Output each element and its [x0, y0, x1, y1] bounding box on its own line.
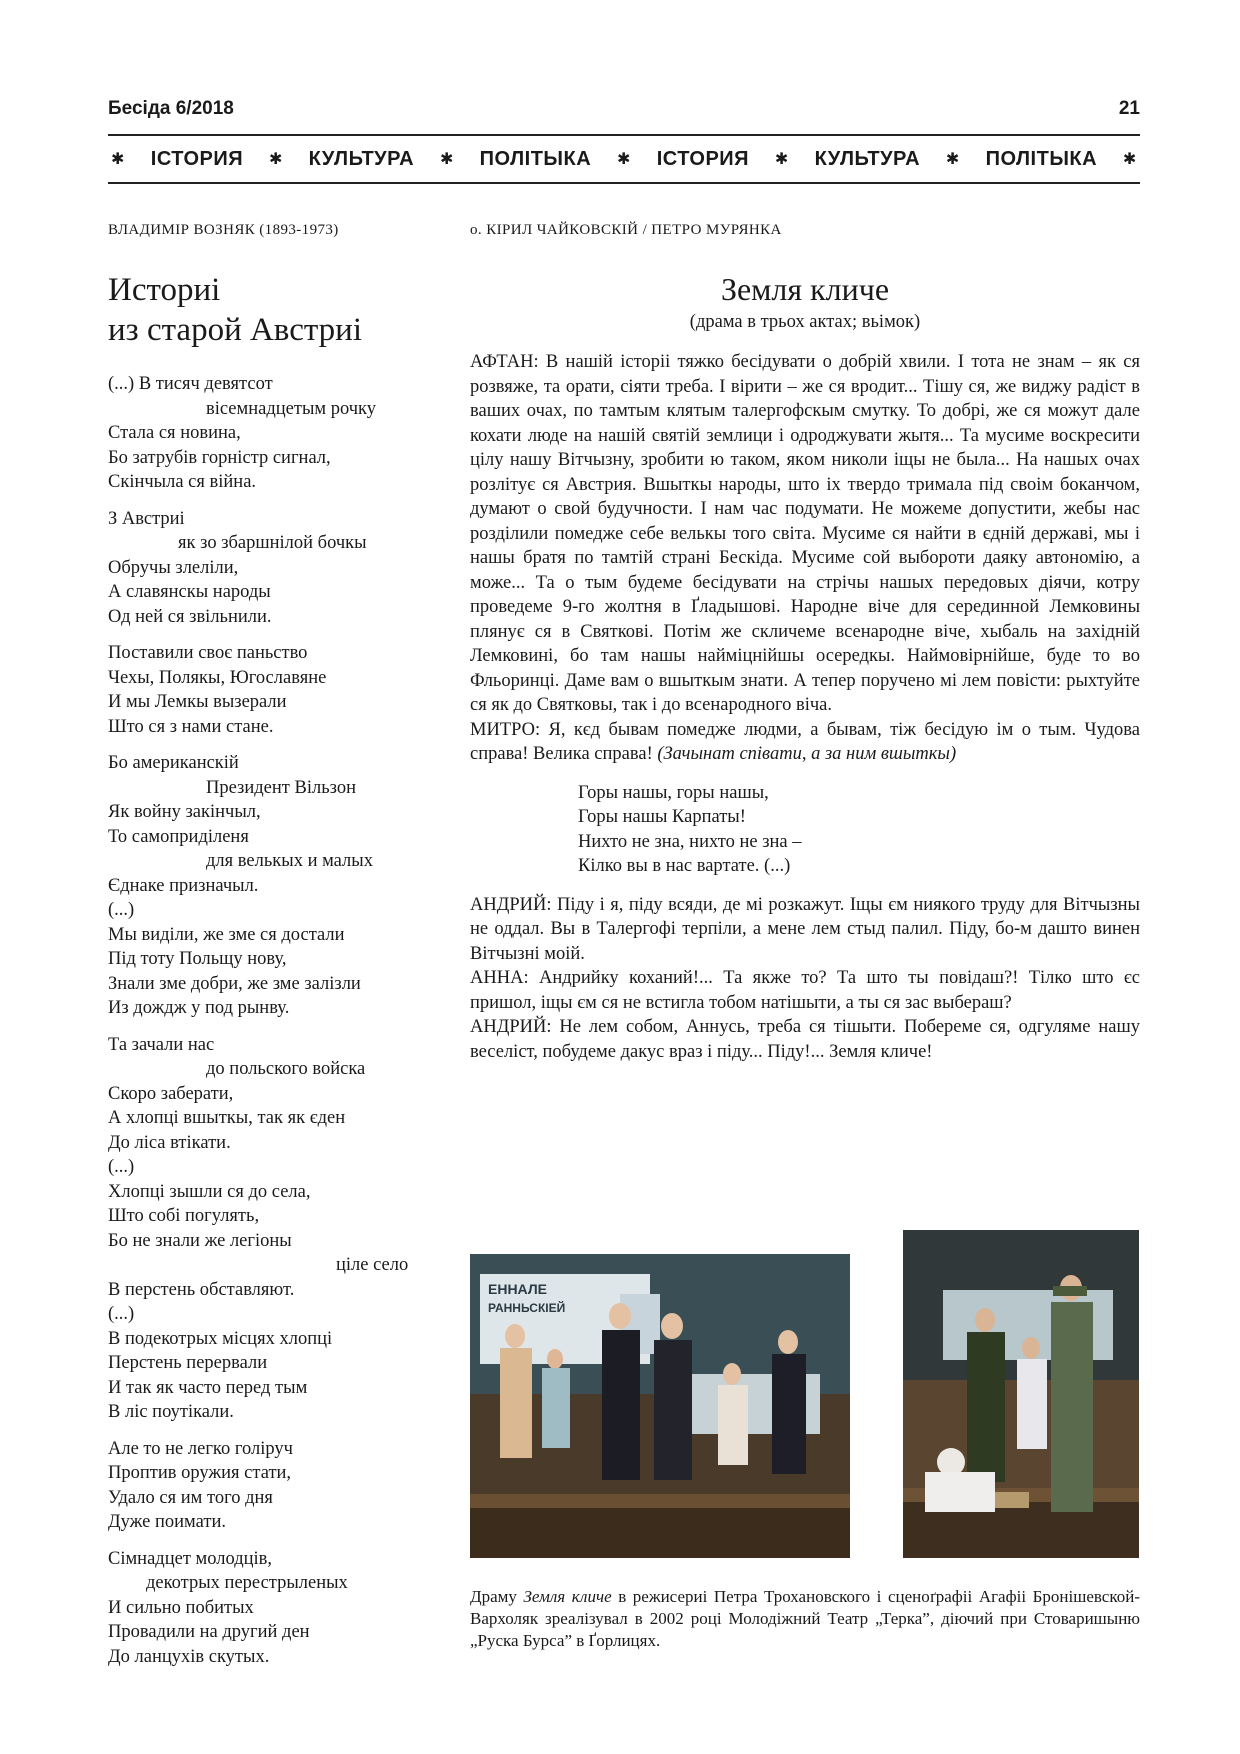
publication-title: Бесіда 6/2018 — [108, 98, 234, 119]
dialogue-paragraph — [470, 718, 1140, 767]
poem-line: як зо збаршнілой бочкы — [178, 533, 367, 553]
poem-line: Як войну закінчыл, — [108, 802, 261, 822]
drama-authors: о. КІРИЛ ЧАЙКОВСКІЙ / ПЕТРО МУРЯНКА — [470, 222, 782, 238]
poem-line: А славянскы народы — [108, 582, 271, 602]
section-banner — [108, 142, 1140, 176]
poem-line: Сімнадцет молодців, — [108, 1548, 273, 1569]
ornament-icon: ✱ — [268, 151, 283, 168]
poem-line: В перстень обставляют. — [108, 1279, 295, 1300]
dialogue-paragraph: АНДРИЙ: Не лем собом, Аннусь, треба ся тішыти. Побереме ся, одгуляме нашу веселіст, побудеме дакус враз і піду... Піду!... Земля кличе! — [470, 1017, 1140, 1062]
song-lyrics — [578, 781, 1140, 879]
poem-line: И так як часто перед тым — [108, 1377, 308, 1398]
poem-line: до польского войска — [206, 1059, 366, 1079]
ornament-icon: ✱ — [439, 151, 454, 168]
ornament-icon: ✱ — [1122, 151, 1137, 168]
poem-line: вісемнадцетым рочку — [206, 398, 377, 419]
poem-line: Хлопці зышли ся до села, — [108, 1181, 311, 1202]
theatre-scene-photo — [903, 1230, 1139, 1558]
dialogue-paragraph: АФТАН: В нашій історіі тяжко бесідувати о добрій хвили. І тота не знам – як ся розвяже, та орати, сіяти треба. І вірити – же ся вродит... Тішу ся, же виджу радіст в ваших очах, по тамтым клятым талергофскым смутку. То добрі, же ся можут далe кохати люде на нашій святій землици і одроджувати жытя... Та мусиме воскресити цілу нашу Вітчызну, зробити ю таком, якoм николи іщы не была... На нашых очах розлітує ся Австрия. Вшыткы народы, што іх твердо тримала під своім боканчом, думают о свой будучности. І нам час подумати. Не можеме допустити, жебы нас розділили помедже себе велькы того світа. Мусиме ся найти в єдній державі, мы і нашы братя по тамтій страні Бескіда. Мусиме сой выбороти даяку автономію, а може... Та о тым будеме бесідувати на стрічы нашых передовых діячи, котру проведеме 9-го жолтня в Ґладышові. Народне віче для серединной Лемковины плянує ся в Святкові. Потім же скличеме всенародне віче, хыбаль на західній Лемковині, бо там нашы найміцнійшы осередкы. Наймовірнійше, буде то во Фльоринці. Даме вам о вшыткым знати. А тепер поручено мі лем повісти: рыхтуйте ся як до Святковы, так і до всенародного віча. — [470, 352, 1140, 715]
poem-line: Бо затрубів горністр сигнал, — [108, 447, 331, 468]
poem-line: И сильно побитых — [108, 1597, 254, 1618]
dialogue-paragraph: АННА: Андрийку коханий!... Та якже то? Та што ты повідаш?! Тілко што єс пришол, іщы єм ся не встигла тобом натішыти, а ты ся зас выбераш? — [470, 968, 1140, 1013]
dialogue-paragraph: АНДРИЙ: Піду і я, піду всяди, де мі розкажут. Іщы єм ниякого труду для Вітчызны не оддал. Вы в Талергофі терпіли, а мене лем стыд палил. Піду, бо-м дашто винен Вітчызні моій. — [470, 894, 1140, 964]
dialogue-text: МИТРО: Я, кєд бывам помедже людми, а бывам, тіж бесідую ім о тым. Чудова справа! Велика справа! — [470, 719, 1140, 764]
song-line: Кілко вы в нас вартате. (...) — [578, 856, 791, 876]
poem-line: Єднаке призначыл. — [108, 875, 259, 896]
poem-line: До ланцухів скутых. — [108, 1646, 270, 1667]
poem-line: Проптив оружия стати, — [108, 1463, 292, 1483]
poem-stanza — [108, 641, 448, 739]
poem-line: Бо американскій — [108, 753, 239, 773]
caption-text: Драму — [470, 1587, 524, 1606]
caption-play-title: Земля кличе — [523, 1587, 612, 1606]
poem-stanza — [108, 1547, 448, 1670]
poem-line: Скінчыла ся війна. — [108, 472, 257, 492]
poem-stanza — [108, 751, 448, 1021]
poem-line: Обручы злеліли, — [108, 557, 239, 578]
banner-item-culture: КУЛЬТУРА — [308, 147, 415, 170]
poem-line: ціле село — [336, 1255, 409, 1275]
theatre-stage-photo — [470, 1254, 850, 1558]
banner-item-culture: КУЛЬТУРА — [814, 147, 921, 170]
poem-line: В ліс поутікали. — [108, 1402, 234, 1422]
poem-line: для велькых и малых — [206, 851, 373, 871]
poem-line: А хлопці вшыткы, так як єден — [108, 1108, 346, 1128]
poem-body — [108, 372, 448, 1669]
poem-stanza — [108, 1033, 448, 1425]
poem-line: Од ней ся звільнили. — [108, 606, 272, 627]
banner-item-politics: ПОЛІТЫКА — [479, 147, 592, 170]
ornament-icon: ✱ — [616, 151, 631, 168]
stage-banner-text: РАННЬСКІЕЙ — [488, 1301, 566, 1315]
poem-line: Скоро заберати, — [108, 1083, 234, 1104]
poem-author: ВЛАДИМІР ВОЗНЯК (1893-1973) — [108, 222, 339, 238]
poem-line: (...) В тисяч девятсот — [108, 374, 273, 394]
poem-line: Перстень перервали — [108, 1353, 268, 1373]
poem-line: Знали зме добри, же зме залізли — [108, 973, 361, 994]
poem-line: З Австриі — [108, 508, 185, 529]
left-column-poem — [108, 218, 448, 1681]
poem-line: Из дождж у под рынву. — [108, 998, 290, 1018]
poem-line: Під тоту Польщу нову, — [108, 949, 287, 969]
poem-line: До ліса втікати. — [108, 1132, 231, 1153]
ornament-icon: ✱ — [111, 151, 125, 168]
poem-line: (...) — [108, 1157, 135, 1177]
drama-title: Земля кличе — [720, 271, 890, 307]
poem-line: В подекотрых місцях хлопці — [108, 1328, 333, 1349]
poem-line: Але то не легко голіруч — [108, 1438, 293, 1459]
poem-stanza — [108, 1437, 448, 1535]
song-line: Горы нашы Карпаты! — [578, 807, 746, 827]
poem-line: Чехы, Полякы, Югославяне — [108, 667, 327, 688]
ornament-icon: ✱ — [945, 151, 960, 168]
poem-line: И мы Лемкы вызерали — [108, 692, 287, 712]
poem-line: Бо не знали же легіоны — [108, 1230, 292, 1251]
song-line: Горы нашы, горы нашы, — [578, 782, 769, 803]
page-header — [108, 98, 1140, 124]
poem-line: Стала ся новина, — [108, 423, 241, 443]
poem-stanza — [108, 372, 448, 495]
poem-line: Што собі погулять, — [108, 1206, 260, 1226]
drama-subtitle: (драма в трьох актах; вьімок) — [689, 312, 921, 332]
poem-title-line: из старой Австриі — [108, 312, 362, 348]
poem-line: Поставили своє паньство — [108, 643, 308, 663]
banner-item-politics: ПОЛІТЫКА — [985, 147, 1098, 170]
header-rule-top — [108, 134, 1140, 136]
poem-line: декотрых перестрыленых — [146, 1573, 348, 1593]
drama-text — [470, 350, 1140, 767]
poem-title — [108, 270, 448, 350]
poem-line: (...) — [108, 900, 135, 920]
page-number: 21 — [1118, 98, 1140, 119]
poem-stanza — [108, 507, 448, 630]
stage-banner-text: ЕННАЛЕ — [488, 1281, 548, 1297]
caption-text: в режисериі Петра Трохановского і сценоґрафіі Агафіі Бронішевской-Вархоляк зреалізувал в 2002 році Молодіжний Театр „Терка”, діючий при Стоваришыню „Руска Бурса” в Ґорлицях. — [470, 1587, 1140, 1650]
poem-line: То самоприділеня — [108, 826, 249, 847]
header-rule-bottom — [108, 182, 1140, 184]
photo-caption — [470, 1586, 1140, 1652]
song-line: Нихто не зна, нихто не зна – — [578, 831, 802, 852]
drama-text-continued — [470, 893, 1140, 1065]
poem-line: Та зачали нас — [108, 1034, 215, 1055]
poem-line: Удало ся им того дня — [108, 1487, 273, 1508]
poem-line: Провадили на другий ден — [108, 1622, 310, 1642]
stage-scene-illustration — [470, 1254, 850, 1558]
banner-item-history: ІСТОРИЯ — [656, 147, 750, 170]
poem-line: Мы виділи, же зме ся достали — [108, 924, 345, 945]
stage-direction: (Зачынат співати, а за ним вшыткы) — [657, 744, 957, 764]
poem-line: Дуже поимати. — [108, 1512, 226, 1532]
poem-line: Президент Вільзон — [206, 777, 356, 798]
poem-line: (...) — [108, 1304, 135, 1324]
poem-title-line: Историі — [108, 272, 221, 308]
right-column-drama — [470, 218, 1140, 1064]
ornament-icon: ✱ — [774, 151, 789, 168]
banner-item-history: ІСТОРИЯ — [150, 147, 244, 170]
soldier-scene-illustration — [903, 1230, 1139, 1558]
poem-line: Што ся з нами стане. — [108, 716, 274, 737]
